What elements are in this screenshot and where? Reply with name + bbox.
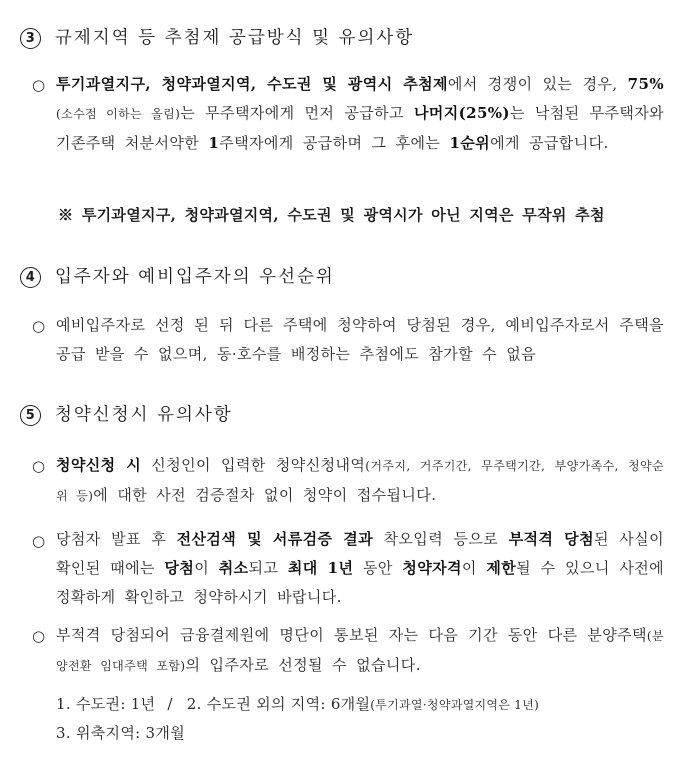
bold-text: 청약신청 시 (56, 456, 142, 474)
separator: / (167, 695, 173, 713)
text: 이 (461, 559, 487, 577)
text: 동안 (353, 559, 403, 577)
text: 된 사실이 확인된 때에는 (56, 530, 664, 577)
section-4-title: 입주자와 예비입주자의 우선순위 (55, 267, 335, 287)
section-5-paragraph-1 (56, 451, 664, 511)
section-5-paragraph-2 (56, 525, 664, 612)
bold-text: 제한 (486, 559, 517, 577)
section-5-heading (20, 401, 233, 426)
bullet-circle: ○ (32, 317, 46, 335)
list-row (56, 690, 539, 719)
bold-text: 투기과열지구, 청약과열지역, 수도권 및 광역시 추첨제 (56, 75, 448, 93)
small-note: (거주지, 거주기간, 무주택기간, 부양가족수, 청약순위 등) (56, 459, 665, 503)
bold-text: 전산검색 및 서류검증 결과 (176, 530, 374, 548)
section-5-paragraph-3 (56, 621, 664, 681)
text: 신청인이 입력한 청약신청내역 (141, 456, 366, 474)
bullet-circle: ○ (32, 76, 46, 94)
bullet-circle: ○ (32, 627, 46, 645)
text: 에게 공급합니다. (490, 134, 609, 152)
text: 착오입력 등으로 (373, 530, 509, 548)
list-item: 3. 위축지역: 3개월 (56, 724, 185, 742)
text: 될 수 있으니 사전에 정확하게 확인하고 청약하시기 바랍니다. (56, 559, 665, 606)
bold-text: 최대 1년 (287, 559, 354, 577)
bullet-circle: ○ (32, 457, 46, 475)
text: 당첨자 발표 후 (56, 530, 177, 548)
section-3-paragraph (56, 70, 664, 158)
section-4-number: 4 (20, 267, 41, 288)
list-item: 2. 수도권 외의 지역: 6개월 (186, 695, 371, 713)
section-4-heading (20, 263, 335, 288)
text: 되고 (248, 559, 288, 577)
bold-text: 1순위 (449, 134, 491, 152)
section-3-heading (20, 24, 414, 49)
small-note: (소수점 이하는 올림) (56, 107, 181, 121)
text: 에서 경쟁이 있는 경우, (447, 75, 628, 93)
bold-text: 75% (627, 75, 664, 93)
bold-text: 1 (208, 134, 220, 152)
list-item: 1. 수도권: 1년 (56, 695, 156, 713)
bold-text: 당첨 (164, 559, 195, 577)
bullet-circle: ○ (32, 532, 46, 550)
section-3-title: 규제지역 등 추첨제 공급방식 및 유의사항 (55, 28, 415, 48)
section-4-paragraph: 예비입주자로 선정 된 뒤 다른 주택에 청약하여 당첨된 경우, 예비입주자로서 주택을 공급 받을 수 없으며, 동·호수를 배정하는 추첨에도 참가할 수 없음 (56, 316, 664, 363)
text: 는 낙첨된 무주택자와 기존주택 처분서약한 (56, 104, 664, 152)
bold-text: 청약자격 (402, 559, 462, 577)
section-5-title: 청약신청시 유의사항 (55, 405, 233, 425)
bold-text: 나머지(25%) (413, 104, 510, 122)
text: 이 (194, 559, 219, 577)
section-5-number: 5 (20, 405, 41, 426)
small-note: (투기과열·청약과열지역은 1년) (370, 698, 540, 712)
list-row (56, 719, 539, 748)
text: 의 입주자로 선정될 수 없습니다. (185, 656, 421, 674)
bold-text: 부적격 당첨 (508, 530, 594, 548)
restriction-period-list (56, 690, 539, 748)
text: 에 대한 사전 검증절차 없이 청약이 접수됩니다. (93, 486, 437, 504)
small-note: (분양전환 임대주택 포함) (56, 629, 664, 673)
text: 주택자에게 공급하며 그 후에는 (219, 134, 450, 152)
bold-text: 취소 (218, 559, 249, 577)
text: 부적격 당첨되어 금융결제원에 명단이 통보된 자는 다음 기간 동안 다른 분양주택 (56, 626, 647, 644)
section-3-number: 3 (20, 28, 41, 49)
section-3-note: ※ 투기과열지구, 청약과열지역, 수도권 및 광역시가 아닌 지역은 무작위 추첨 (58, 206, 605, 224)
text: 는 무주택자에게 먼저 공급하고 (180, 104, 414, 122)
